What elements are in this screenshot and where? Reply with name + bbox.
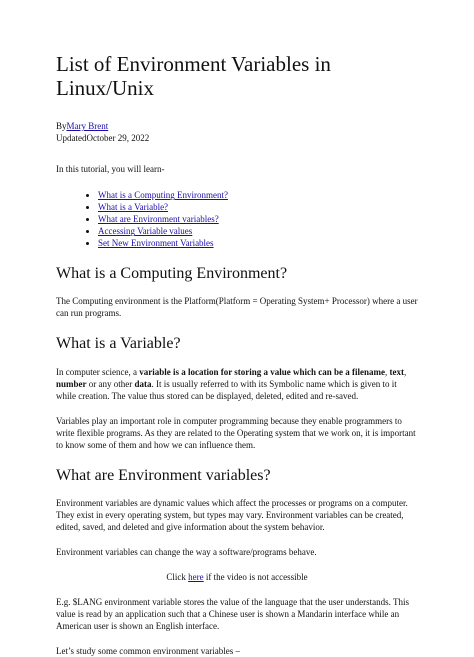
paragraph: E.g. $LANG environment variable stores the value of the language that the user understands. This value is read by an application such that a Chinese user is shown a Mandarin interface while an American user is shown an English interface.	[56, 596, 409, 631]
text-run: . It is usually referred to with its Symbolic name which is given to it while creation. The value thus stored can be displayed, deleted, edited and re-saved.	[56, 378, 397, 401]
section-heading-variable: What is a Variable?	[56, 335, 181, 353]
paragraph	[56, 366, 418, 402]
paragraph: The Computing environment is the Platform(Platform = Operating System+ Processor) where a user can run programs.	[56, 296, 418, 319]
text-run: ,	[404, 366, 407, 377]
toc-link-set-new-variables[interactable]: Set New Environment Variables	[98, 238, 214, 249]
toc-link-accessing-values[interactable]: Accessing Variable values	[98, 226, 193, 237]
paragraph: Variables play an important role in computer programming because they enable programmers to write flexible programs. As they are related to the Operating system that we work on, it is important to know some of them and how we can influence them.	[56, 415, 416, 450]
bold-text: variable is a location for storing a value which can be a filename	[139, 366, 386, 377]
by-label: By	[56, 121, 67, 132]
intro-text: In this tutorial, you will learn-	[56, 164, 165, 175]
text-run: ,	[385, 366, 390, 377]
updated-line	[56, 132, 418, 144]
section-heading-computing: What is a Computing Environment?	[56, 265, 288, 283]
updated-date: October 29, 2022	[86, 133, 150, 144]
toc-item	[98, 201, 418, 213]
section-heading-environment-variables: What are Environment variables?	[56, 466, 271, 484]
toc-link-environment-variables[interactable]: What are Environment variables?	[98, 214, 219, 225]
paragraph: Let’s study some common environment variables –	[56, 645, 240, 656]
author-link[interactable]: Mary Brent	[66, 121, 109, 132]
text-run: or any other	[86, 378, 135, 389]
text-run: if the video is not accessible	[203, 571, 308, 582]
byline	[56, 120, 418, 132]
text-run: Click	[166, 571, 189, 582]
video-link[interactable]: here	[188, 571, 204, 582]
text-run: In computer science, a	[56, 366, 140, 377]
paragraph: Environment variables are dynamic values which affect the processes or programs on a computer. They exist in every operating system, but types may vary. Environment variables can be created, edited, saved, and deleted and give information about the system behavior.	[56, 497, 408, 532]
toc-item	[98, 225, 418, 237]
toc-link-variable[interactable]: What is a Variable?	[98, 202, 169, 213]
paragraph: Environment variables can change the way a software/programs behave.	[56, 546, 317, 557]
table-of-contents	[56, 189, 418, 249]
bold-text: data	[134, 378, 152, 389]
toc-link-computing-environment[interactable]: What is a Computing Environment?	[98, 190, 228, 201]
toc-item	[98, 213, 418, 225]
toc-item	[98, 237, 418, 249]
bold-text: text	[389, 366, 405, 377]
bold-text: number	[56, 378, 87, 389]
video-notice	[56, 571, 418, 583]
toc-item	[98, 189, 418, 201]
page-title: List of Environment Variables in Linux/Unix	[56, 52, 331, 101]
updated-label: Updated	[56, 133, 87, 144]
